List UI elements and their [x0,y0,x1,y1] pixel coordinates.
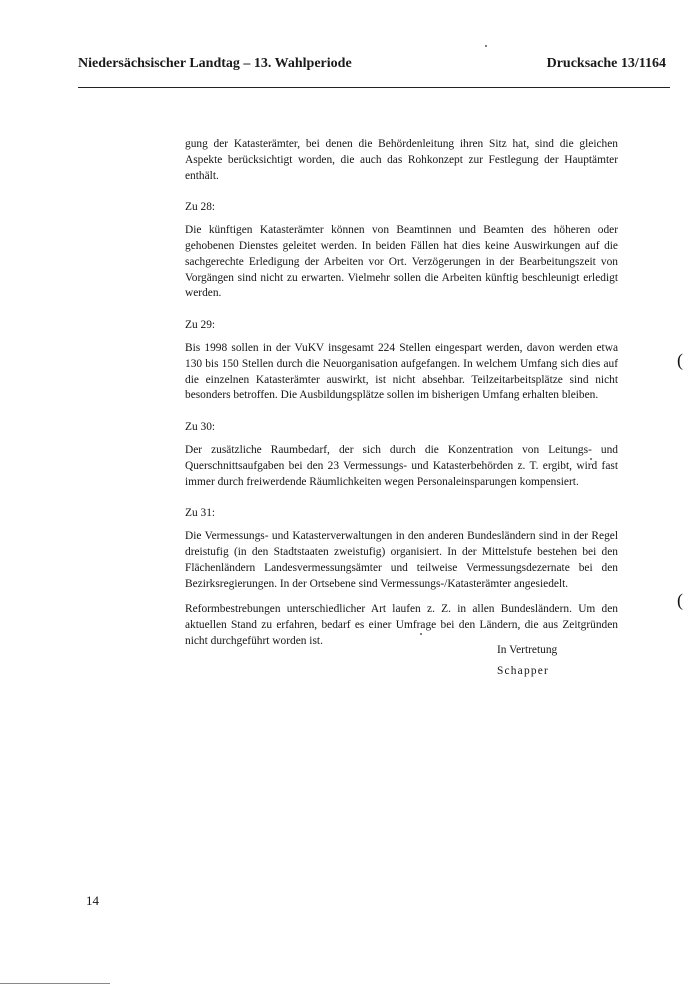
paragraph-zu-31-a: Die Vermessungs- und Katasterverwaltungen in den anderen Bundesländern sind in der Regel dreistufig (in den Stadtstaaten zweistufig) organisiert. In der Mittelstufe bestehen bei den Flächenländern Landesvermessungsämter und teilweise Vermessungsdezernate bei den Bezirksregierungen. In der Ortsebene sind Vermessungs-/Katasterämter angesiedelt. [185,530,618,590]
scan-edge-line [0,983,110,984]
heading-zu-30: Zu 30: [185,421,216,434]
margin-mark-bracket: ( [677,590,683,610]
paragraph-continuation: gung der Katasterämter, bei denen die Behördenleitung ihren Sitz hat, sind die gleichen Aspekte berücksichtigt worden, die auch das Rohkonzept zur Festlegung der Hauptämter enthält. [185,138,618,182]
header-rule [78,87,670,88]
scan-speck [485,45,487,47]
signature-name: Schapper [497,665,549,677]
signature-line-representation: In Vertretung [497,644,558,656]
header-title: Niedersächsischer Landtag – 13. Wahlperiode [78,56,352,71]
paragraph-zu-30: Der zusätzliche Raumbedarf, der sich durch die Konzentration von Leitungs- und Querschnittsaufgaben bei den 23 Vermessungs- und Katasterbehörden z. T. ergibt, wird fast immer durch freiwerdende Räumlichkeiten wegen Personaleinsparungen kompensiert. [185,443,618,488]
paragraph-zu-29: Bis 1998 sollen in der VuKV insgesamt 224 Stellen eingespart werden, davon werden etwa 130 bis 150 Stellen durch die Neuorganisation aufgefangen. In welchem Umfang sich dies auf die einzelnen Katasterämter auswirkt, ist nicht absehbar. Teilzeitarbeitsplätze sind nicht besonders betroffen. Die Ausbildungsplätze sollen im bisherigen Umfang erhalten bleiben. [185,341,618,402]
page-number: 14 [86,893,99,908]
document-number: Drucksache 13/1164 [546,56,666,71]
paragraph-zu-28: Die künftigen Katasterämter können von Beamtinnen und Beamten des höheren oder gehobenen Dienstes geleitet werden. In beiden Fällen hat dies keine Auswirkungen auf die sachgerechte Erledigung der Arbeiten vor Ort. Verzögerungen in der Bearbeitungszeit von Vorgängen sind nicht zu erwarten. Vielmehr sollen die Arbeiten künftig beschleunigt erledigt werden. [185,224,618,300]
document-body [185,137,618,650]
paragraph-zu-31-b: Reformbestrebungen unterschiedlicher Art laufen z. Z. in allen Bundesländern. Um den aktuellen Stand zu erfahren, bedarf es einer Umfrage bei den Ländern, die aus Zeitgründen nicht durchgeführt worden ist. [185,603,618,647]
scan-speck [420,633,422,635]
scan-speck [590,458,592,460]
margin-mark-bracket: ( [677,350,683,370]
heading-zu-31: Zu 31: [185,507,216,520]
signature-block [497,640,557,682]
heading-zu-28: Zu 28: [185,201,216,214]
heading-zu-29: Zu 29: [185,319,216,332]
